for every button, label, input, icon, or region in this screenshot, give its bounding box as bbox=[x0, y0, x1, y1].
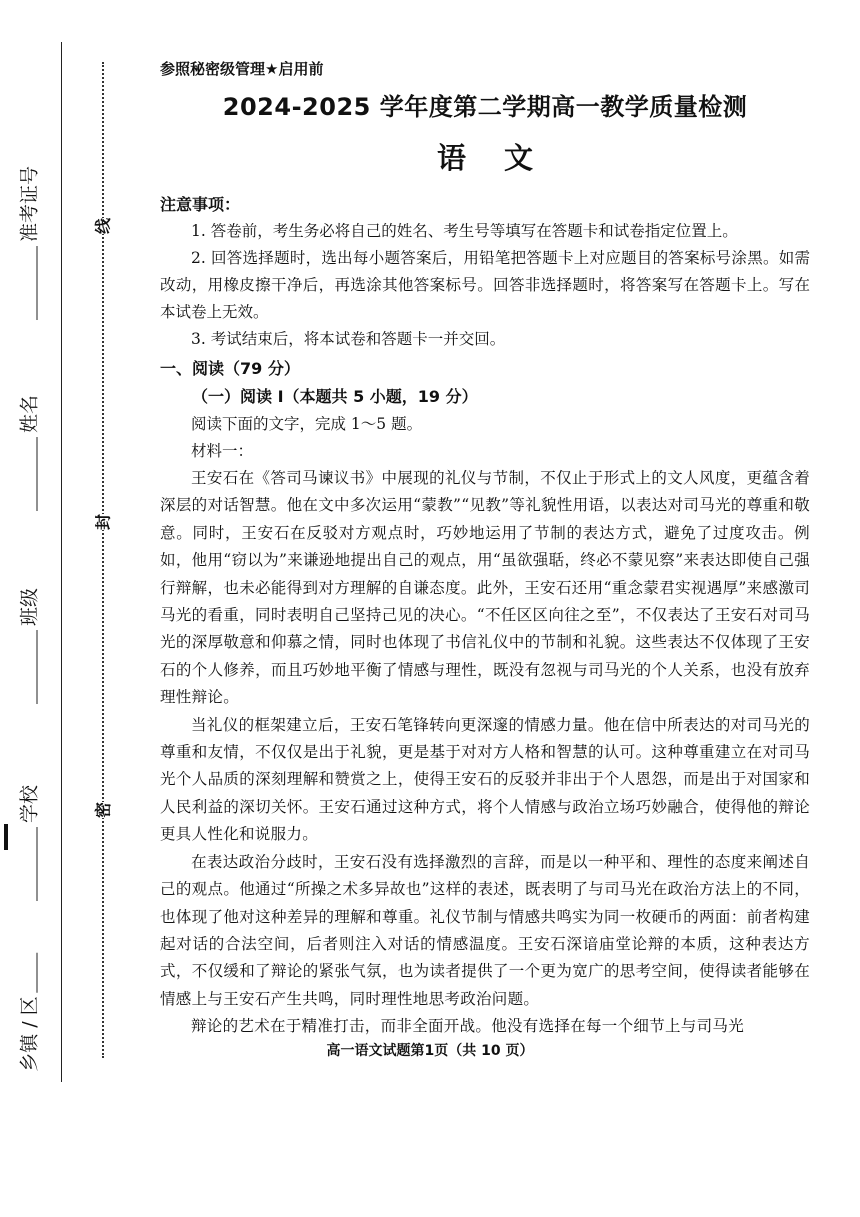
reading-instruction: 阅读下面的文字，完成 1～5 题。 bbox=[191, 415, 423, 433]
page-content bbox=[160, 58, 810, 1041]
name-blank bbox=[37, 437, 38, 511]
notice-item: 2. 回答选择题时，选出每小题答案后，用铅笔把答题卡上对应题目的答案标号涂黑。如需改动，用橡皮擦干净后，再选涂其他答案标号。回答非选择题时，将答案写在答题卡上。写在本试卷上无效。 bbox=[160, 249, 810, 321]
name-field bbox=[15, 395, 42, 515]
exam-id-blank bbox=[37, 246, 38, 320]
class-label: 班级 bbox=[18, 587, 41, 627]
school-label: 学校 bbox=[18, 784, 41, 824]
page-footer: 高一语文试题第1页（共 10 页） bbox=[326, 1043, 534, 1059]
class-blank bbox=[37, 630, 38, 704]
section-title: 一、阅读（79 分） bbox=[160, 359, 300, 378]
seal-seal-char: 封 bbox=[89, 514, 116, 530]
school-blank bbox=[37, 827, 38, 901]
material-label: 材料一： bbox=[191, 442, 254, 460]
seal-secret-char: 密 bbox=[89, 802, 116, 818]
exam-title: 2024-2025 学年度第二学期高一教学质量检测 bbox=[222, 93, 748, 121]
town-label: 乡镇 / 区 bbox=[18, 996, 41, 1072]
passage-paragraph: 辩论的艺术在于精准打击，而非全面开战。他没有选择在每一个细节上与司马光 bbox=[191, 1017, 745, 1036]
notice-item: 1. 答卷前，考生务必将自己的姓名、考生号等填写在答题卡和试卷指定位置上。 bbox=[191, 222, 738, 240]
class-field bbox=[15, 588, 42, 708]
notice-title: 注意事项： bbox=[160, 195, 241, 214]
margin-rule bbox=[61, 42, 62, 1082]
exam-id-label: 准考证号 bbox=[18, 165, 41, 243]
passage-paragraph: 王安石在《答司马谏议书》中展现的礼仪与节制，不仅止于形式上的文人风度，更蕴含着深层的对话智慧。他在文中多次运用“蒙教”“见教”等礼貌性用语，以表达对司马光的尊重和敬意。同时，王安石在反驳对方观点时，巧妙地运用了节制的表达方式，避免了过度攻击。例如，他用“窃以为”来谦逊地提出自己的观点，用“虽欲强聒，终必不蒙见察”来表达即使自己强行辩解，也未必能得到对方理解的自谦态度。此外，王安石还用“重念蒙君实视遇厚”来感激司马光的看重，同时表明自己坚持己见的决心。“不任区区向往之至”，不仅表达了王安石对司马光的深厚敬意和仰慕之情，同时也体现了书信礼仪中的节制和礼貌。这些表达不仅体现了王安石的个人修养，而且巧妙地平衡了情感与理性，既没有忽视与司马光的个人关系，也没有放弃理性辩论。 bbox=[160, 469, 810, 707]
subsection-title: （一）阅读 I（本题共 5 小题，19 分） bbox=[192, 387, 478, 406]
school-field bbox=[15, 785, 42, 905]
exam-id-field bbox=[15, 166, 42, 324]
subject-title: 语文 bbox=[436, 141, 571, 175]
passage-paragraph: 在表达政治分歧时，王安石没有选择激烈的言辞，而是以一种平和、理性的态度来阐述自己的观点。他通过“所操之术多异故也”这样的表述，既表明了与司马光在政治方法上的不同，也体现了他对这种差异的理解和尊重。礼仪节制与情感共鸣实为同一枚硬币的两面：前者构建起对话的合法空间，后者则注入对话的情感温度。王安石深谙庙堂论辩的本质，这种表达方式，不仅缓和了辩论的紧张气氛，也为读者提供了一个更为宽广的思考空间，使得读者能够在情感上与王安石产生共鸣，同时理性地思考政治问题。 bbox=[160, 852, 810, 1008]
seal-line-char: 线 bbox=[89, 218, 116, 234]
notice-item: 3. 考试结束后，将本试卷和答题卡一并交回。 bbox=[191, 330, 506, 348]
seal-dotted-line bbox=[102, 62, 104, 1058]
name-label: 姓名 bbox=[18, 394, 41, 434]
passage-paragraph: 当礼仪的框架建立后，王安石笔锋转向更深邃的情感力量。他在信中所表达的对司马光的尊重和友情，不仅仅是出于礼貌，更是基于对对方人格和智慧的认可。这种尊重建立在对司马光个人品质的深刻理解和赞赏之上，使得王安石的反驳并非出于个人恩怨，而是出于对国家和人民利益的深切关怀。王安石通过这种方式，将个人情感与政治立场巧妙融合，使得他的辩论更具人性化和说服力。 bbox=[160, 715, 810, 844]
confidential-mark: 参照秘密级管理★启用前 bbox=[160, 60, 324, 78]
scan-edge-mark bbox=[4, 824, 8, 850]
town-blank bbox=[37, 952, 38, 992]
